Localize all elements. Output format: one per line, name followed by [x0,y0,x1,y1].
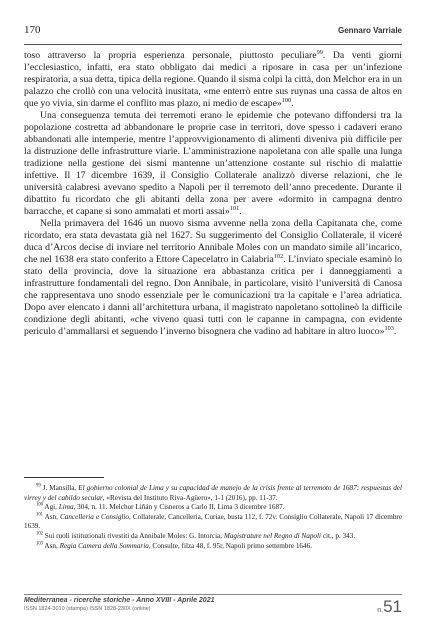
issue-number-label: n. [377,607,384,614]
footer-journal-info [24,597,215,612]
running-head-author: Gennaro Varriale [337,26,402,35]
text-run: cit., p. 343. [321,531,356,540]
body-text [24,50,402,338]
journal-title: Mediterranea - ricerche storiche - Anno XVIII - Aprile 2021 [24,597,215,604]
text-run: Una conseguenza temuta dei terremoti erano le epidemie che potevano diffondersi tra la popolazione costretta ad abbandonare le proprie case in territori, dove spesso i cadaveri erano abbandonati alle intemperie, mentre l’approvvigionamento di alimenti diveniva più difficile per la distruzione delle infrastrutture viarie. L’amministrazione napoletana con alle spalle una lunga tradizione nella gestione dei sismi mantenne un’attenzione costante sul rischio di malattie infettive. Il 17 dicembre 1639, il Consiglio Collaterale analizzò diverse relazioni, che le università calabresi avevano spedito a Napoli per il terremoto dell’anno precedente. Durante il dibattito fu ricordato che gli abitanti della zona per avere «dormito in campagna dentro barracche, et capane si sono ammalati et morti assai» [24,110,402,217]
text-run: , Collaterale, Cancelleria, Curiae, busta 112, f. 72v. Consiglio Collaterale, Napoli 17 dicembre 1639. [24,512,403,531]
cited-title: Cancelleria e Consiglio [59,512,130,521]
footnote-103 [24,542,402,552]
footnote-ref: 100 [281,96,292,104]
paragraph-3 [24,218,402,338]
text-run: Asn, [42,541,60,550]
footnote-number: 101 [36,512,43,518]
text-run: . [291,98,294,109]
text-run: , «Revista del Instituto Riva-Agüero», 1-1 (2016), pp. 11-37. [102,493,278,502]
footnote-number: 103 [36,541,43,547]
text-run: Nella primavera del 1646 un nuovo sisma avvenne nella zona della Capitanata che, come ricordato, era stata devastata già nel 1627. Su suggerimento del Consiglio Collaterale, il viceré duca d’Arcos decise di inviare nel territorio Annibale Moles con un mandato simile all’incarico, che nel 1638 era stato conferito a Ettore Capecelatro in Calabria [24,218,402,265]
text-run: . Da venti giorni l’ecclesiastico, infatti, era stato obbligato dai medici a riposare in casa per un’infezione respiratoria, a sua detta, tipica della regione. Quando il sisma colpì la città, don Melchor era in un palazzo che crollò con una velocità inusitata, «me enterrò entre sus ruynas una cassa de altos en que yo vivia, sin darme el conflito mas plazo, ni medio de escape» [24,50,402,109]
footnote-ref: 103 [384,324,394,332]
footnote-number: 100 [36,502,43,508]
cited-title: Lima [58,503,74,512]
footnote-102 [24,532,402,542]
text-run: J. Mansilla, [40,484,79,492]
text-run: Sui ruoli istituzionali rivestiti da Annibale Moles: G. Intorcia, [42,531,224,540]
text-run: . [239,206,242,217]
text-run: Agi, [42,503,59,512]
footnote-101 [24,513,402,532]
issn-line: ISSN 1824-3010 (stampa) ISSN 1828-230X (online) [24,606,151,612]
text-run: Asn, [42,512,60,521]
footer-rule [24,594,402,595]
footnote-ref: 101 [229,204,240,212]
footnote-rule [24,477,104,478]
header-rule [24,44,402,45]
paragraph-2 [24,110,402,218]
text-run: , Consulte, filza 48, f. 95r, Napoli primo settembre 1646. [148,541,313,550]
footnote-ref: 99 [316,48,323,56]
page-header [24,24,402,42]
cited-title: El gobierno colonial de Lima y su capacidad de manejo de la crisis frente al terremoto de 1687: respuestas del virrey y del cabildo secular [24,484,402,502]
page-footer [24,597,402,617]
cited-title: Regia Camera della Sommaria [59,541,149,550]
footnote-100 [24,503,402,513]
text-run: . [393,326,397,337]
footnote-number: 102 [36,531,43,537]
text-run: . L’inviato speciale esaminò lo stato della provincia, dove la situazione era abbastanza critica per i danneggiamenti a infrastrutture fondamentali del regno. Don Annibale, in particolare, visitò l’università di Canosa che rappresentava uno snodo essenziale per le comunicazioni tra la capitale e l’area adriatica. Dopo aver elencato i danni all’architettura urbana, il magistrato napoletano sottolineò la difficile condizione degli abitanti, «che viveno quasi tutti con le capanne in campagna, con evidente periculo d’ammallarsi et seguendo l’inverno bisognera che vadino ad habitare in altro luoco» [24,254,402,337]
issue-number [377,597,402,617]
cited-title: Magistrature nel Regno di Napoli [223,531,322,540]
paragraph-1 [24,50,402,110]
footnotes [24,484,402,551]
footnote-ref: 102 [273,252,284,260]
text-run: , 304, n. 11. Melchor Liñán y Cisneros a Carlo II, Lima 3 dicembre 1687. [73,503,285,512]
text-run: toso attraverso la propria esperienza personale, piuttosto peculiare [24,50,317,61]
issue-number-value: 51 [383,597,402,616]
page-number: 170 [24,24,41,36]
footnote-number: 99 [36,483,41,489]
footnote-99 [24,484,402,503]
